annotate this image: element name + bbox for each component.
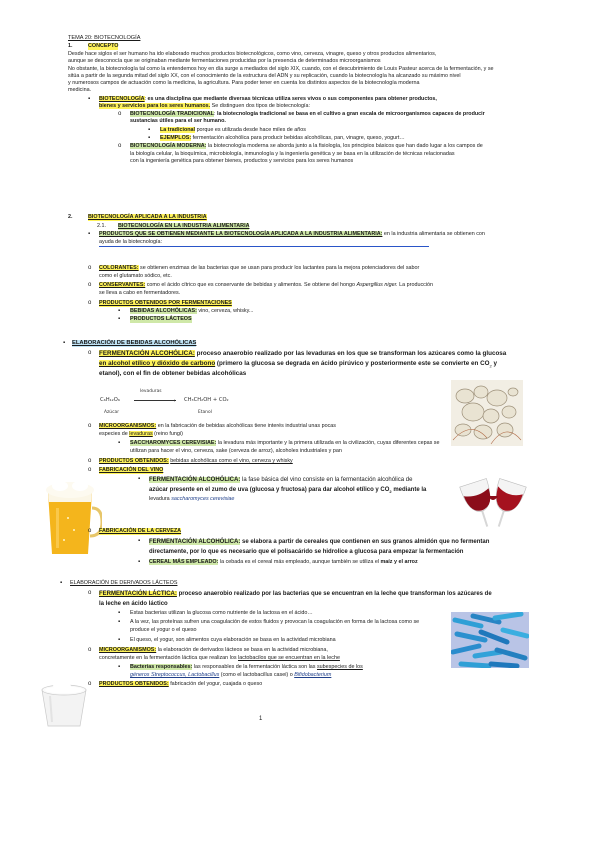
conservantes-line-2: se lleva a cabo en fermentadores. bbox=[99, 290, 181, 296]
cerv-cereal: CEREAL MÁS EMPLEADO: la cebada es el cereal más empleado, aunque también se utiliza el maíz y el arroz bbox=[149, 559, 418, 565]
section-2-1-title: BIOTECNOLOGÍA EN LA INDUSTRIA ALIMENTARIA bbox=[118, 223, 250, 229]
eq-sub-left: Azúcar bbox=[104, 410, 120, 415]
section-1-title: CONCEPTO bbox=[88, 43, 119, 49]
concepto-line-2: aunque se desconocía que se originaban mediante fermentaciones producidas por la presencia de determinados microorganismos bbox=[68, 58, 381, 64]
blue-rule bbox=[99, 246, 429, 247]
ferm-item-1: BEBIDAS ALCOHÓLICAS: vino, cerveza, whisky... bbox=[130, 308, 254, 314]
alc-obtenidos: PRODUCTOS OBTENIDOS: bebidas alcohólicas como el vino, cerveza y whisky bbox=[99, 458, 293, 464]
section-2-title: BIOTECNOLOGÍA APLICADA A LA INDUSTRIA bbox=[88, 214, 207, 220]
bullet: ▪ bbox=[148, 127, 151, 133]
biotec-mod-line-2: la biología celular, la bioquímica, microbiología, inmunología y la ingeniería genética y se basa en la utilización de técnicas relacionadas bbox=[130, 151, 455, 157]
bullet: o bbox=[88, 467, 92, 473]
lac-sub-2b: produce el yogur o el queso bbox=[130, 627, 197, 633]
conservantes-line-1: CONSERVANTES: como el ácido cítrico que es conservante de bebidas y alimentos. Se obtiene del hongo Aspergillus niger. La producción bbox=[99, 282, 434, 288]
fermentaciones-title: PRODUCTOS OBTENIDOS POR FERMENTACIONES bbox=[99, 300, 232, 306]
bullet: ▪ bbox=[118, 440, 121, 446]
biotec-trad-line-1: BIOTECNOLOGÍA TRADICIONAL: la biotecnología tradicional se basa en el cultivo a gran escala de microorganismos capaces de producir bbox=[130, 111, 485, 117]
eq-right: CH₃CH₂OH + CO₂ bbox=[184, 397, 229, 403]
lac-micro-line-2: concretamente en la fermentación láctica que realizan los lactobacilos que se encuentran en la leche bbox=[99, 655, 340, 661]
lacteos-section-title: ELABORACIÓN DE DERIVADOS LÁCTEOS bbox=[70, 580, 178, 586]
bullet: ▪ bbox=[63, 340, 66, 346]
lac-ferm-line-2: la leche en ácido láctico bbox=[99, 601, 168, 607]
eq-left: C₆H₁₂O₆ bbox=[100, 397, 120, 403]
biotec-trad-sub-1: La tradicional porque es utilizada desde hace miles de años bbox=[160, 127, 306, 133]
section-2-1-number: 2.1. bbox=[97, 223, 106, 229]
biotec-def-line-1: BIOTECNOLOGÍA: es una disciplina que mediante diversas técnicas utiliza seres vivos o sus componentes para obtener productos, bbox=[99, 96, 437, 102]
alc-micro-line-1: MICROORGANISMOS: en la fabricación de bebidas alcohólicas tiene interés industrial unas pocas bbox=[99, 423, 337, 429]
bullet: o bbox=[88, 528, 92, 534]
concepto-line-4: sitúa a partir de la segunda mitad del siglo XX, con el conocimiento de la estructura del ADN y su replicación, cuando la biotecnología ha alcanzado su máximo nivel bbox=[68, 73, 461, 79]
wine-glasses-image bbox=[458, 476, 528, 534]
concepto-line-6: medicina. bbox=[68, 87, 92, 93]
biotec-trad-sub-2: EJEMPLOS: fermentación alcohólica para producir bebidas alcohólicas, pan, vinagre, queso, yogurt… bbox=[160, 135, 405, 141]
bullet: o bbox=[88, 423, 92, 429]
lac-bact-line-2: géneros Streptococcus, Lactobacillus (como el lactobacillus casei) o Bifidobacterium bbox=[130, 672, 332, 678]
eq-sub-right: Etanol bbox=[198, 410, 212, 415]
lac-sub-2: A la vez, las proteínas sufren una coagulación de estos fluidos y provocan la coagulación en forma de la lactosa como se bbox=[130, 619, 420, 625]
alcohol-section-title: ELABORACIÓN DE BEBIDAS ALCOHÓLICAS bbox=[72, 340, 197, 346]
bullet: o bbox=[118, 111, 122, 117]
lac-bact-line-1: Bacterias responsables: las responsables de la fermentación láctica son las subespecies de los bbox=[130, 664, 363, 670]
biotec-def-line-2: bienes y servicios para los seres humanos. Se distinguen dos tipos de biotecnología: bbox=[99, 103, 310, 109]
section-1-number: 1. bbox=[68, 43, 73, 49]
bullet: o bbox=[88, 350, 92, 356]
alc-ferm-line-3: etanol), con el fin de obtener bebidas alcohólicas bbox=[99, 370, 247, 377]
lac-obtenidos: PRODUCTOS OBTENIDOS: fabricación del yogur, cuajada o queso bbox=[99, 681, 263, 687]
colorantes-line-1: COLORANTES: se obtienen enzimas de las bacterias que se usan para producir los lactantes para la mejora potenciadores del sabor bbox=[99, 265, 420, 271]
lac-sub-1: Estas bacterias utilizan la glucosa como nutriente de la lactosa en el ácido… bbox=[130, 610, 313, 616]
prod-line-2: ayuda de la biotecnología: bbox=[99, 239, 162, 245]
bullet: ▪ bbox=[148, 135, 151, 141]
tema-title: TEMA 20: BIOTECNOLOGÍA bbox=[68, 35, 141, 41]
concepto-line-5: y numerosos campos de actuación como la medicina, la agricultura. Para poder tener en cuenta los distintos aspectos de la biotecnología moderna bbox=[68, 80, 420, 86]
eq-arrow bbox=[134, 400, 176, 401]
bullet: o bbox=[88, 590, 92, 596]
bullet: ▪ bbox=[118, 664, 121, 670]
bullet: ▪ bbox=[88, 231, 91, 237]
vino-ferm-line-1: FERMENTACIÓN ALCOHÓLICA: la fase básica del vino consiste en la fermentación alcohólica de bbox=[149, 477, 413, 483]
vino-title: FABRICACIÓN DEL VINO bbox=[99, 467, 164, 473]
cerv-ferm-line-1: FERMENTACIÓN ALCOHÓLICA: se elabora a partir de cereales que contienen en sus granos almidón que no fermentan bbox=[149, 539, 490, 545]
bullet: o bbox=[88, 300, 92, 306]
bullet: o bbox=[88, 681, 92, 687]
biotec-mod-line-3: con la ingeniería genética para obtener bienes, productos y servicios para los seres humanos bbox=[130, 158, 354, 164]
fermentation-equation bbox=[100, 388, 260, 418]
alc-ferm-line-1: FERMENTACIÓN ALCOHÓLICA: proceso anaerobio realizado por las levaduras en los que se transforman los azúcares como la glucosa bbox=[99, 350, 507, 357]
bullet: o bbox=[118, 143, 122, 149]
bullet: ▪ bbox=[118, 619, 121, 625]
bullet: o bbox=[88, 282, 92, 288]
colorantes-line-2: como el glutamato sódico, etc. bbox=[99, 273, 172, 279]
lac-ferm-line-1: FERMENTACIÓN LÁCTICA: proceso anaerobio realizado por las bacterias que se encuentran en la leche que transforman los azúcares de bbox=[99, 591, 492, 597]
bullet: o bbox=[88, 265, 92, 271]
alc-micro-line-2: especies de levaduras (reino fungi) bbox=[99, 431, 183, 437]
cerv-ferm-line-2: directamente, por lo que es necesario que el polisacárido se hidrolice a glucosa para empezar la fermentación bbox=[149, 549, 464, 555]
biotec-trad-line-2: sustancias útiles para el ser humano. bbox=[130, 118, 226, 124]
bullet: ▪ bbox=[138, 559, 141, 565]
beer-glass-image bbox=[40, 478, 102, 558]
bullet: ▪ bbox=[138, 476, 141, 482]
yeast-microscope-image bbox=[451, 380, 523, 446]
vino-ferm-line-3: levadura saccharomyces cerevisiae bbox=[149, 496, 235, 502]
sacch-line-1: SACCHAROMYCES CEREVISIAE: la levadura más importante y la primera utilizada en la civilización, cuyas diferentes cepas se bbox=[130, 440, 440, 446]
bullet: ▪ bbox=[118, 316, 121, 322]
lac-micro-line-1: MICROORGANISMOS: la elaboración de derivados lácteos se basa en la actividad microbiana, bbox=[99, 647, 328, 653]
biotec-mod-line-1: BIOTECNOLOGÍA MODERNA: la biotecnología moderna se aborda junto a la fisiología, los principios básicos que han dado lugar a los campos de bbox=[130, 143, 483, 149]
concepto-line-1: Desde hace siglos el ser humano ha ido elaborado muchos productos biotecnológicos, como vino, cerveza, vinagre, queso y otros productos alimentarios, bbox=[68, 51, 437, 57]
eq-arrow-label: levaduras bbox=[140, 389, 162, 394]
bullet: ▪ bbox=[138, 538, 141, 544]
eq-arrow-head: › bbox=[174, 398, 176, 404]
bullet: o bbox=[88, 458, 92, 464]
yogurt-cup-image bbox=[36, 680, 92, 730]
prod-line-1: PRODUCTOS QUE SE OBTIENEN MEDIANTE LA BIOTECNOLOGÍA APLICADA A LA INDUSTRIA ALIMENTARIA: en la industria alimentaria se obtienen con bbox=[99, 231, 485, 237]
bullet: ▪ bbox=[118, 308, 121, 314]
bullet: ▪ bbox=[118, 610, 121, 616]
ferm-item-2: PRODUCTOS LÁCTEOS bbox=[130, 316, 192, 322]
bullet: ▪ bbox=[60, 580, 63, 586]
page-number: 1 bbox=[259, 716, 263, 722]
alc-ferm-line-2: en alcohol etílico y dióxido de carbono (primero la glucosa se degrada en ácido pirúvico y posteriormente este se convierte en $CO_2$ y bbox=[99, 360, 498, 369]
section-2-number: 2. bbox=[68, 214, 73, 220]
concepto-line-3: No obstante, la biotecnología tal como la entendemos hoy en día surge a mediados del siglo XIX, cuando, con el descubrimiento de Louis Pasteur acerca de la fermentación, y se bbox=[68, 66, 494, 72]
bullet: o bbox=[88, 647, 92, 653]
lactobacillus-image bbox=[451, 612, 529, 668]
lac-sub-3: El queso, el yogur, son alimentos cuya elaboración se basa en la actividad microbiana bbox=[130, 637, 336, 643]
sacch-line-2: utilizan para hacer el vino, cerveza, sake (cerveza de arroz), alcoholes industriales y pan bbox=[130, 448, 342, 454]
vino-ferm-line-2: azúcar presente en el zumo de uva (glucosa y fructosa) para dar alcohol etílico y $CO_2$ mediante la bbox=[149, 487, 427, 495]
cerveza-title: FABRICACIÓN DE LA CERVEZA bbox=[99, 528, 182, 534]
bullet: ▪ bbox=[88, 96, 91, 102]
bullet: ▪ bbox=[118, 637, 121, 643]
